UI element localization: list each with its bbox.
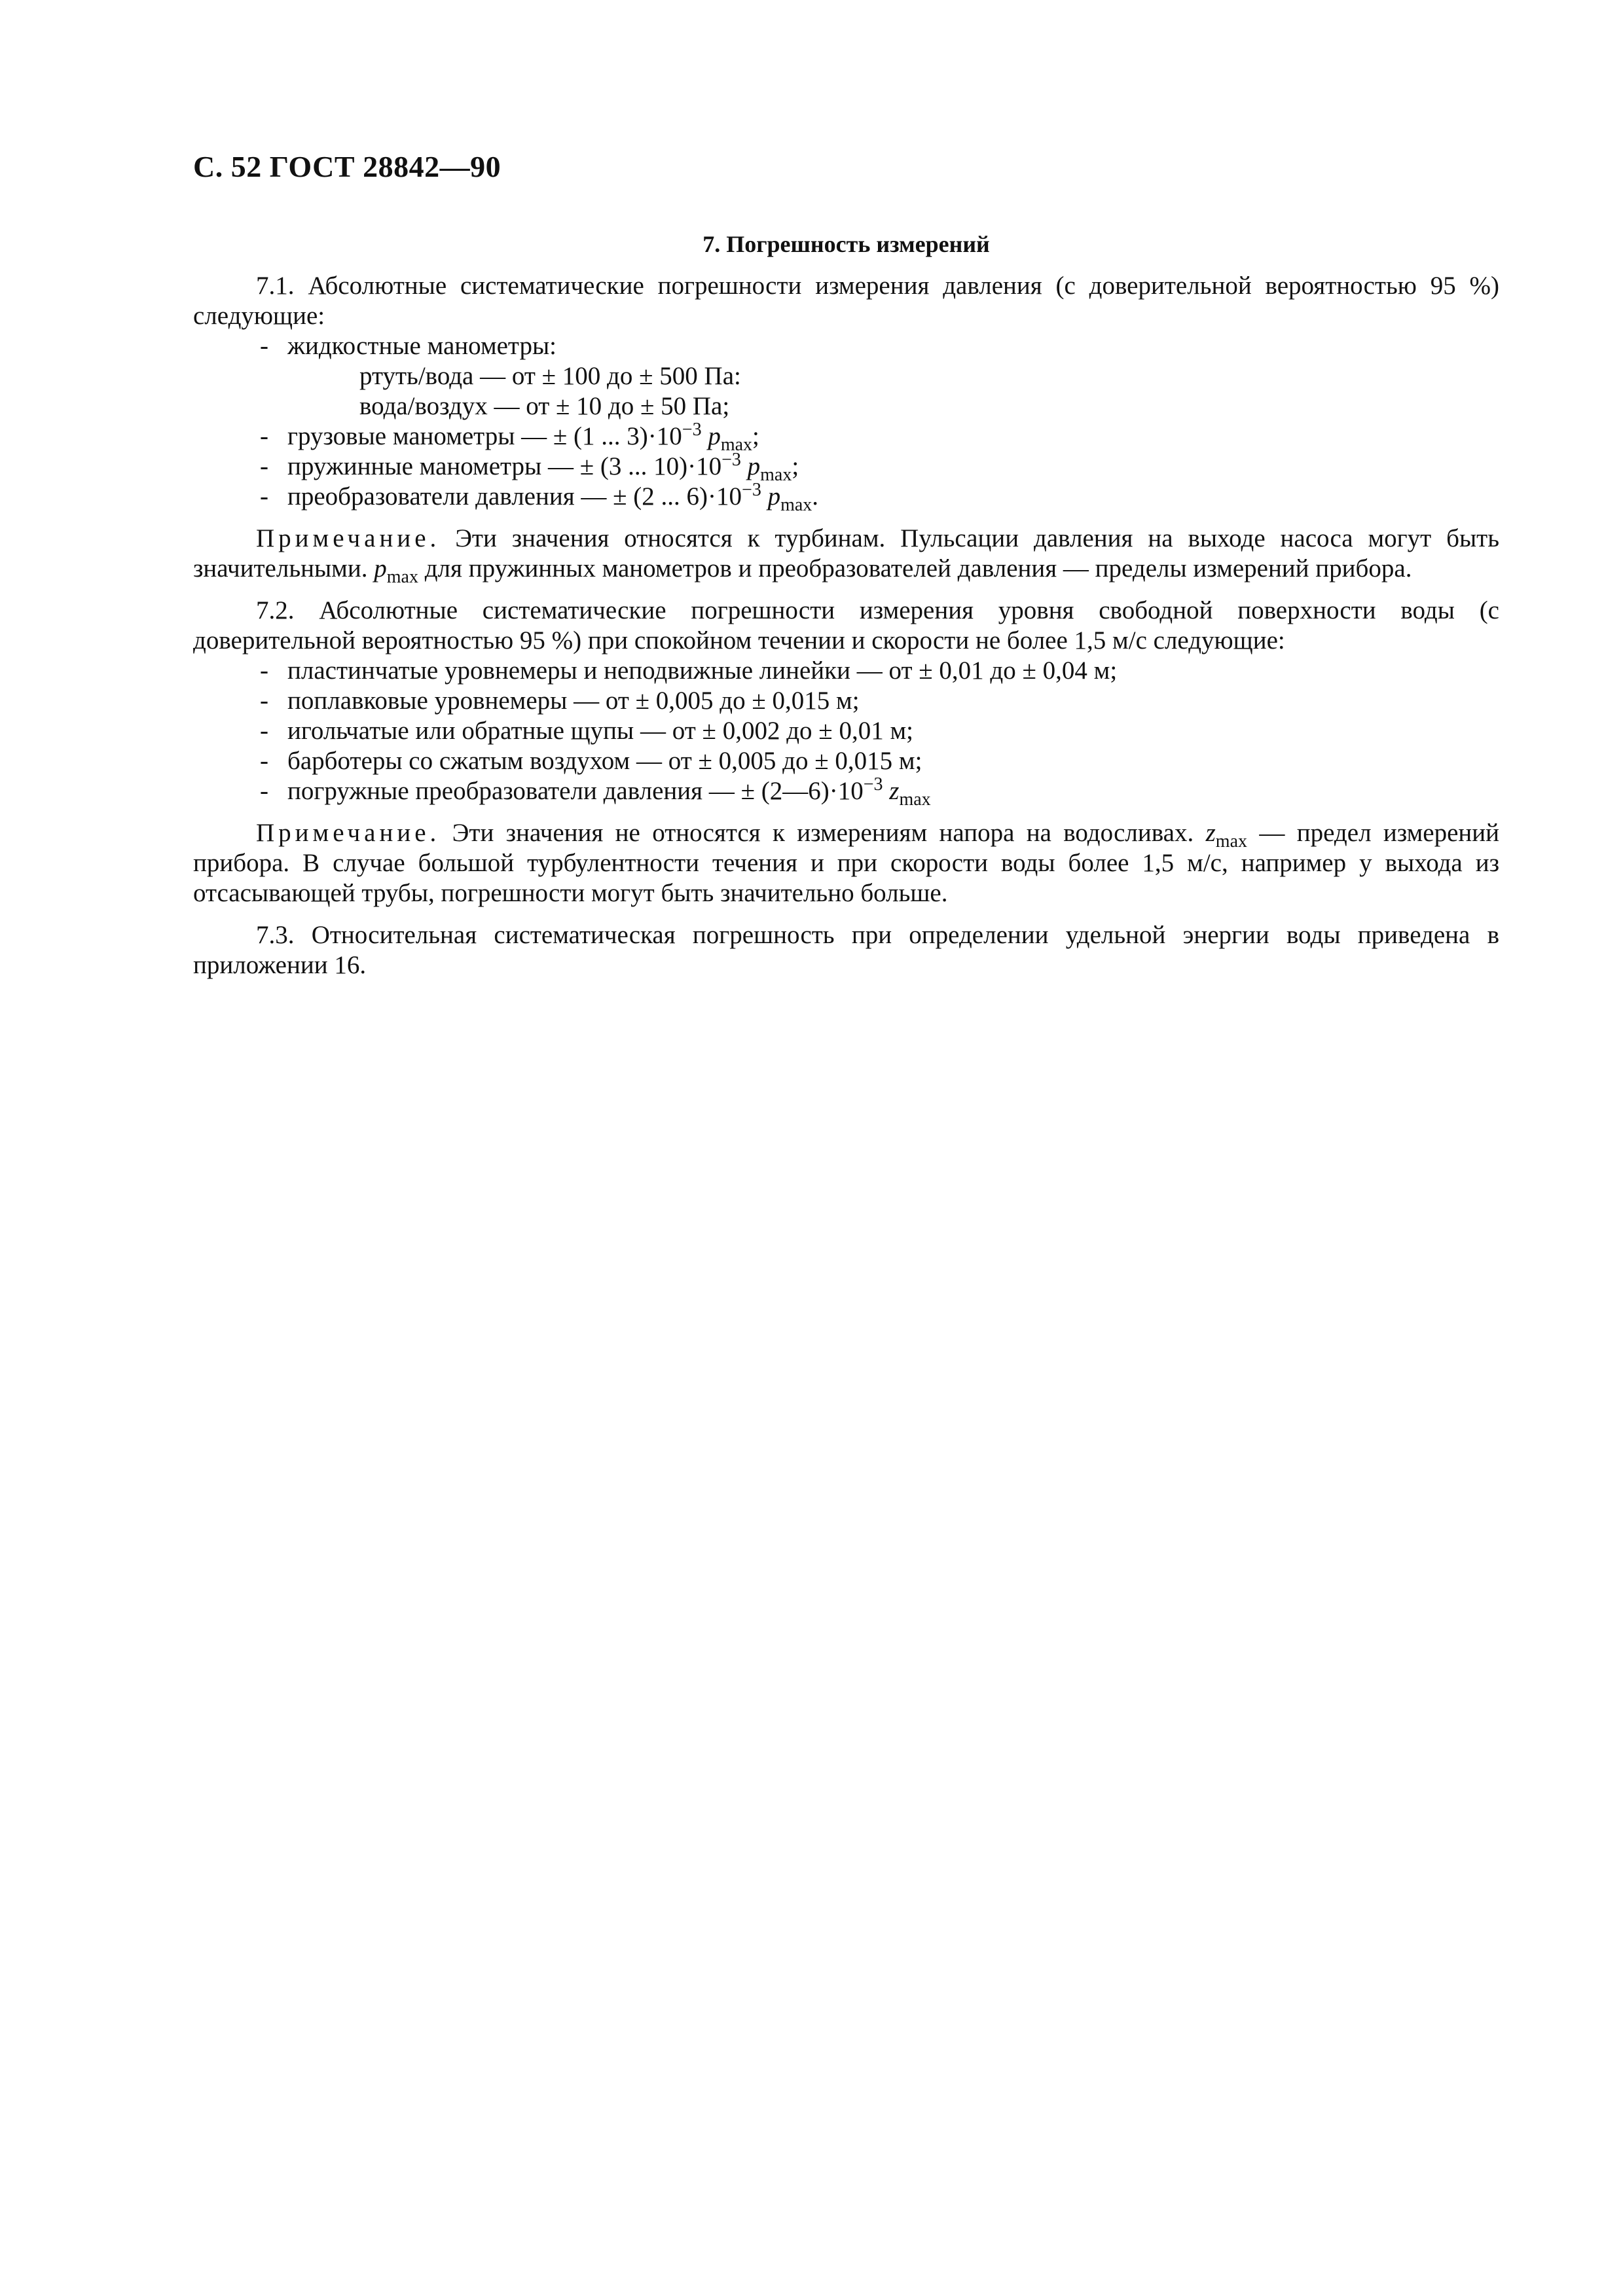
list-item — [193, 450, 1499, 485]
level-error-list — [193, 656, 1499, 810]
list-marker: - — [260, 656, 268, 685]
list-item — [193, 420, 1499, 455]
list-item-text: грузовые манометры — ± (1 ... 3)·10 — [287, 422, 682, 450]
note-7-1 — [193, 524, 1499, 587]
list-item — [193, 656, 1499, 686]
note-text: для пружинных манометров и преобразователей давления — пределы измерений прибора. — [424, 554, 1412, 583]
list-item — [193, 480, 1499, 515]
list-item-text: пружинные манометры — ± (3 ... 10)·10 — [287, 452, 722, 480]
subscript: max — [760, 464, 792, 485]
page-header: С. 52 ГОСТ 28842—90 — [193, 150, 501, 183]
subscript: max — [899, 789, 931, 810]
sublist-item: вода/воздух — от ± 10 до ± 50 Па; — [359, 392, 730, 420]
subscript: max — [1215, 831, 1248, 852]
punctuation: ; — [752, 422, 759, 450]
sublist-item: ртуть/вода — от ± 100 до ± 500 Па: — [359, 362, 741, 390]
paragraph-7-3: 7.3. Относительная систематическая погрешность при определении удельной энергии воды приведена в приложении 16. — [193, 921, 1499, 979]
paragraph-7-1: 7.1. Абсолютные систематические погрешности измерения давления (с доверительной вероятностью 95 %) следующие: — [193, 272, 1499, 330]
subscript: max — [720, 434, 753, 455]
list-item — [193, 686, 1499, 716]
note-label: Примечание. — [256, 524, 441, 552]
list-marker: - — [260, 717, 268, 745]
exponent: −3 — [863, 774, 883, 795]
variable: p — [708, 422, 721, 450]
list-item — [193, 716, 1499, 746]
variable: z — [889, 777, 900, 805]
document-body — [193, 229, 1499, 980]
pressure-error-list — [193, 331, 1499, 515]
list-marker: - — [260, 747, 268, 775]
liquid-manometer-sublist — [263, 361, 1499, 422]
subscript: max — [780, 494, 812, 515]
list-marker: - — [260, 452, 268, 480]
note-text: Эти значения не относятся к измерениям напора на водосливах. — [452, 819, 1194, 847]
exponent: −3 — [742, 480, 761, 500]
list-item-text: пластинчатые уровнемеры и неподвижные линейки — от ± 0,01 до ± 0,04 м; — [287, 656, 1118, 685]
exponent: −3 — [682, 420, 702, 440]
list-marker: - — [260, 332, 268, 360]
note-label: Примечание. — [256, 819, 441, 847]
list-item-text: поплавковые уровнемеры — от ± 0,005 до ± 0,015 м; — [287, 687, 860, 715]
list-item-text: погружные преобразователи давления — ± (2—6)·10 — [287, 777, 864, 805]
list-marker: - — [260, 777, 268, 805]
list-item — [193, 746, 1499, 776]
note-7-2 — [193, 818, 1499, 908]
variable: p — [374, 554, 387, 583]
list-marker: - — [260, 482, 268, 511]
punctuation: . — [812, 482, 819, 511]
note-text: Эти значения относятся к турбинам. Пульсации давления на выходе насоса могут быть значительными. — [193, 524, 1499, 583]
list-marker: - — [260, 687, 268, 715]
section-title: 7. Погрешность измерений — [702, 231, 990, 257]
variable: p — [767, 482, 781, 511]
punctuation: ; — [792, 452, 799, 480]
list-item-text: жидкостные манометры: — [287, 332, 556, 360]
subscript: max — [386, 566, 418, 587]
list-marker: - — [260, 422, 268, 450]
note-text: — предел измерений прибора. В случае большой турбулентности течения и при скорости воды более 1,5 м/с, например у выхода из отсасывающей трубы, погрешности могут быть значительно больше. — [193, 819, 1500, 907]
exponent: −3 — [721, 450, 741, 470]
list-item-text: барботеры со сжатым воздухом — от ± 0,005 до ± 0,015 м; — [287, 747, 922, 775]
list-item-text: преобразователи давления — ± (2 ... 6)·10 — [287, 482, 742, 511]
list-item — [193, 331, 1499, 422]
variable: p — [747, 452, 761, 480]
paragraph-7-2: 7.2. Абсолютные систематические погрешности измерения уровня свободной поверхности воды (с доверительной вероятностью 95 %) при спокойном течении и скорости не более 1,5 м/с следующие: — [193, 596, 1499, 655]
list-item — [193, 774, 1499, 810]
variable: z — [1205, 819, 1216, 847]
list-item-text: игольчатые или обратные щупы — от ± 0,002 до ± 0,01 м; — [287, 717, 913, 745]
